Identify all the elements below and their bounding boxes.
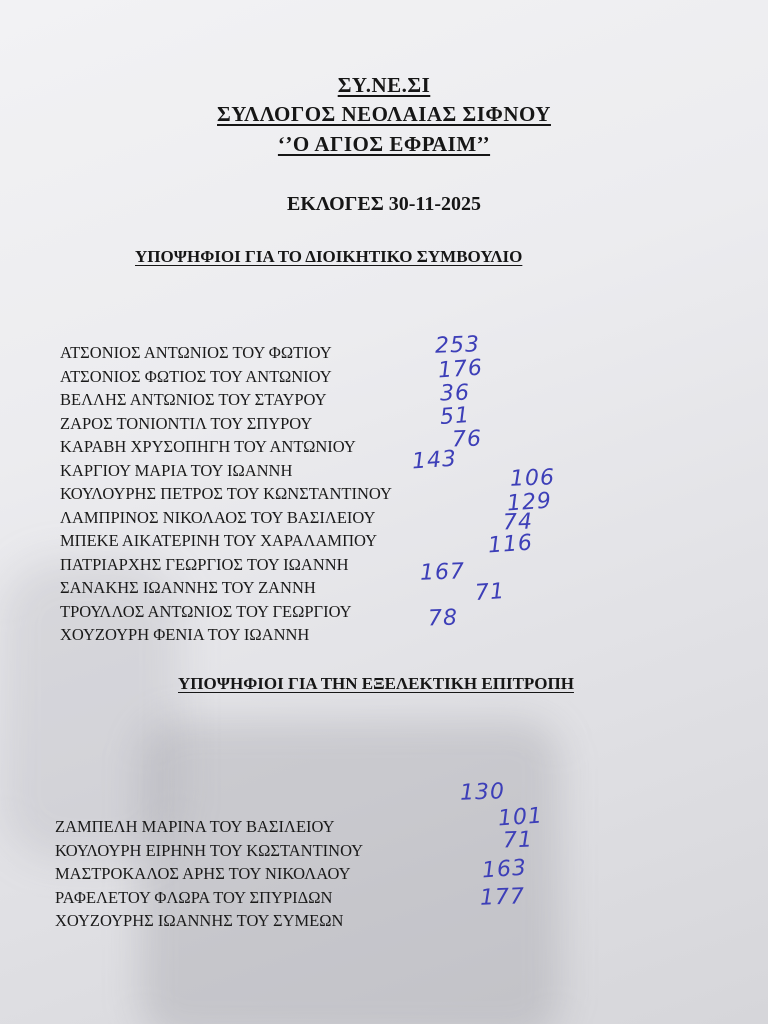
header-saint: ‘’Ο ΑΓΙΟΣ ΕΦΡΑΙΜ’’ (277, 132, 491, 156)
board-candidate-votes: 51 (439, 402, 471, 431)
board-candidate-votes: 143 (411, 446, 458, 475)
board-candidate-votes: 71 (474, 578, 506, 607)
audit-candidate-votes: 177 (479, 884, 526, 911)
board-candidate-votes: 76 (451, 426, 483, 453)
audit-candidate-votes: 101 (497, 803, 544, 832)
board-candidate-name: ΑΤΣΟΝΙΟΣ ΑΝΤΩΝΙΟΣ ΤΟΥ ΦΩΤΙΟΥ (60, 343, 332, 362)
header-abbrev: ΣΥ.ΝΕ.ΣΙ (337, 73, 431, 97)
audit-candidate-votes: 163 (481, 855, 528, 884)
board-candidate-name: ΤΡΟΥΛΛΟΣ ΑΝΤΩΝΙΟΣ ΤΟΥ ΓΕΩΡΓΙΟΥ (60, 601, 352, 621)
board-candidate-name: ΚΑΡΑΒΗ ΧΡΥΣΟΠΗΓΗ ΤΟΥ ΑΝΤΩΝΙΟΥ (60, 437, 356, 456)
header-org-name: ΣΥΛΛΟΓΟΣ ΝΕΟΛΑΙΑΣ ΣΙΦΝΟΥ (217, 102, 551, 126)
board-candidate-name: ΣΑΝΑΚΗΣ ΙΩΑΝΝΗΣ ΤΟΥ ΖΑΝΝΗ (60, 578, 316, 597)
board-candidate-votes: 36 (439, 380, 471, 407)
board-candidate-name: ΛΑΜΠΡΙΝΟΣ ΝΙΚΟΛΑΟΣ ΤΟΥ ΒΑΣΙΛΕΙΟΥ (60, 507, 376, 527)
audit-candidate-name: ΜΑΣΤΡΟΚΑΛΟΣ ΑΡΗΣ ΤΟΥ ΝΙΚΟΛΑΟΥ (55, 864, 351, 883)
audit-candidate-name: ΧΟΥΖΟΥΡΗΣ ΙΩΑΝΝΗΣ ΤΟΥ ΣΥΜΕΩΝ (55, 911, 344, 930)
board-candidate-votes: 167 (419, 559, 466, 586)
elections-date: ΕΚΛΟΓΕΣ 30-11-2025 (287, 193, 481, 215)
board-candidate-name: ΖΑΡΟΣ ΤΟΝΙΟΝΤΙΛ ΤΟΥ ΣΠΥΡΟΥ (60, 413, 313, 433)
board-candidate-votes: 74 (502, 509, 534, 536)
audit-candidate-name: ΖΑΜΠΕΛΗ ΜΑΡΙΝΑ ΤΟΥ ΒΑΣΙΛΕΙΟΥ (55, 817, 335, 836)
audit-candidate-name: ΡΑΦΕΛΕΤΟΥ ΦΛΩΡΑ ΤΟΥ ΣΠΥΡΙΔΩΝ (55, 887, 333, 907)
audit-candidate-votes: 71 (502, 827, 534, 854)
board-candidate-votes: 176 (437, 355, 484, 384)
board-candidate-name: ΚΑΡΓΙΟΥ ΜΑΡΙΑ ΤΟΥ ΙΩΑΝΝΗ (60, 460, 293, 480)
board-candidate-name: ΑΤΣΟΝΙΟΣ ΦΩΤΙΟΣ ΤΟΥ ΑΝΤΩΝΙΟΥ (60, 366, 332, 386)
board-candidate-name: ΒΕΛΛΗΣ ΑΝΤΩΝΙΟΣ ΤΟΥ ΣΤΑΥΡΟΥ (60, 390, 327, 409)
audit-candidate-votes: 130 (459, 779, 506, 806)
board-candidate-votes: 253 (434, 332, 481, 359)
audit-candidate-name: ΚΟΥΛΟΥΡΗ ΕΙΡΗΝΗ ΤΟΥ ΚΩΣΤΑΝΤΙΝΟΥ (55, 840, 364, 860)
board-candidate-name: ΧΟΥΖΟΥΡΗ ΦΕΝΙΑ ΤΟΥ ΙΩΑΝΝΗ (60, 625, 310, 644)
board-candidate-votes: 116 (487, 530, 534, 559)
board-section-title: ΥΠΟΨΗΦΙΟΙ ΓΙΑ ΤΟ ΔΙΟΙΚΗΤΙΚΟ ΣΥΜΒΟΥΛΙΟ (135, 247, 523, 266)
board-candidate-votes: 129 (506, 488, 553, 517)
board-candidate-name: ΚΟΥΛΟΥΡΗΣ ΠΕΤΡΟΣ ΤΟΥ ΚΩΝΣΤΑΝΤΙΝΟΥ (60, 484, 392, 503)
board-candidate-votes: 78 (427, 605, 459, 632)
audit-section-title: ΥΠΟΨΗΦΙΟΙ ΓΙΑ ΤΗΝ ΕΞΕΛΕΚΤΙΚΗ ΕΠΙΤΡΟΠΗ (178, 674, 574, 693)
board-candidate-votes: 106 (509, 465, 556, 492)
board-candidate-name: ΠΑΤΡΙΑΡΧΗΣ ΓΕΩΡΓΙΟΣ ΤΟΥ ΙΩΑΝΝΗ (60, 554, 349, 574)
board-candidate-name: ΜΠΕΚΕ ΑΙΚΑΤΕΡΙΝΗ ΤΟΥ ΧΑΡΑΛΑΜΠΟΥ (60, 531, 377, 550)
